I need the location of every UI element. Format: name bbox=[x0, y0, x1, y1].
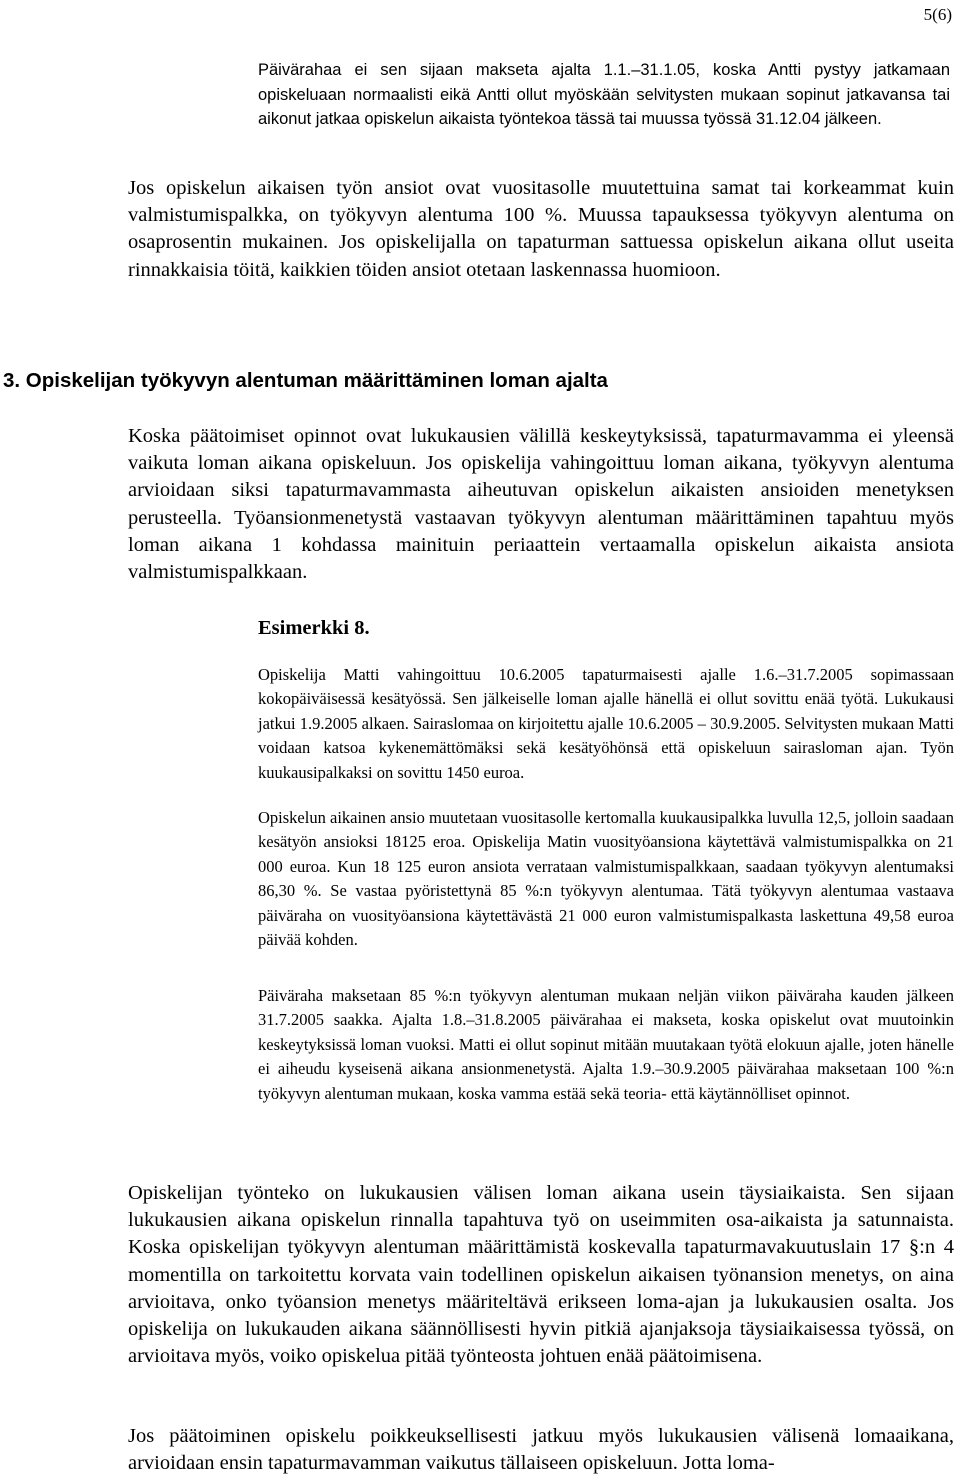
paragraph-holiday-assessment: Koska päätoimiset opinnot ovat lukukausien välillä keskeytyksissä, tapaturmavamma ei yleensä vaikuta loman aikana opiskeluun. Jos opiskelija vahingoittuu loman aikana, työkyvyn alentuma arvioidaan siksi tapaturmavammasta aiheutuvan opiskelun aikaisten ansioiden menetyksen perusteella. Työansionmenetystä vastaavan työkyvyn alentuman määrittäminen tapahtuu myös loman aikana 1 kohdassa mainituin periaattein vertaamalla opiskelun aikaista ansiota valmistumispalkkaan. bbox=[128, 425, 954, 584]
page-number: 5(6) bbox=[923, 5, 952, 24]
paragraph-payment-period: Päivärahaa ei sen sijaan makseta ajalta 1.1.–31.1.05, koska Antti pystyy jatkamaan opiskeluaan normaalisti eikä Antti ollut myöskään selvitysten mukaan sopinut jatkavansa tai aikonut jatkaa opiskelun aikaista työntekoa tässä tai muussa työssä 31.12.04 jälkeen. bbox=[258, 61, 950, 128]
paragraph-continuation-wrapper bbox=[128, 1423, 954, 1481]
paragraph-holiday-work: Opiskelijan työnteko on lukukausien välisen loman aikana usein täysiaikaista. Sen sijaan lukukausien aikana opiskelun rinnalla tapahtuva työ on useimmiten osa-aikaista ja satunnaista. Koska opiskelijan työkyvyn alentuman määrittämistä koskevalla tapaturmavakuutuslain 17 §:n 4 momentilla on tarkoitettu korvata vain todellinen opiskelun aikaisen työnansion menetys, on aina arvioitava, onko työansion menetys määriteltävä erikseen loma-ajan ja lukukausien osalta. Jos opiskelija on lukukauden aikana säännöllisesti hyvin pitkiä ajanjaksoja täysiaikaisessa työssä, on arvioitava myös, voiko opiskelua pitää työnteosta johtuen enää päätoimisena. bbox=[128, 1182, 954, 1368]
example-paragraph-3: Päiväraha maksetaan 85 %:n työkyvyn alentuman mukaan neljän viikon päiväraha kauden jälkeen 31.7.2005 saakka. Ajalta 1.8.–31.8.2005 päivärahaa ei makseta, koska opiskelut ovat muutoinkin keskeytyksissä loman vuoksi. Matti ei ollut sopinut mitään muutakaan työtä elokuun ajalle, joten hänelle ei aiheudu kyseisenä aikana ansionmenetystä. Ajalta 1.9.–30.9.2005 päivärahaa maksetaan 100 %:n työkyvyn alentuman mukaan, koska vamma estää sekä teoria- että käytännölliset opinnot. bbox=[258, 986, 954, 1103]
example-paragraph-2: Opiskelun aikainen ansio muutetaan vuositasolle kertomalla kuukausipalkka luvulla 12,5, jolloin saadaan kesätyön ansioksi 18125 eroa. Opiskelija Matin vuosityöansiona käytettävä valmistumispalkka on 21 000 euroa. Kun 18 125 euron ansiota verrataan valmistumispalkkaan, saadaan työkyvyn alentumaksi 86,30 %. Se vastaa pyöristettynä 85 %:n työkyvyn alentumaa. Tätä työkyvyn alentumaa vastaava päiväraha on vuosityöansiona käytettävästä 21 000 euron valmistumispalkasta laskettuna 49,58 euroa päivää kohden. bbox=[258, 808, 954, 950]
section-heading-3: 3. Opiskelijan työkyvyn alentuman määrittäminen loman ajalta bbox=[3, 369, 608, 392]
paragraph-full-time-study: Jos päätoiminen opiskelu poikkeuksellisesti jatkuu myös lukukausien välisenä lomaaikana, arvioidaan ensin tapaturmavamman vaikutus tällaiseen opiskeluun. Jotta loma- bbox=[128, 1425, 954, 1475]
example-title: Esimerkki 8. bbox=[258, 617, 370, 639]
paragraph-income-comparison: Jos opiskelun aikaisen työn ansiot ovat vuositasolle muutettuina samat tai korkeammat kuin valmistumispalkka, on työkyvyn alentuma 100 %. Muussa tapauksessa työkyvyn alentuma on osaprosentin mukainen. Jos opiskelijalla on tapaturman sattuessa opiskelun aikana ollut useita rinnakkaisia töitä, kaikkien töiden ansiot otetaan laskennassa huomioon. bbox=[128, 177, 954, 281]
example-paragraph-1: Opiskelija Matti vahingoittuu 10.6.2005 tapaturmaisesti ajalle 1.6.–31.7.2005 sopimassaan kokopäiväisessä kesätyössä. Sen jälkeiselle loman ajalle hänellä ei ollut sovittu enää työtä. Lukukausi jatkui 1.9.2005 alkaen. Sairaslomaa on kirjoitettu ajalle 10.6.2005 – 30.9.2005. Selvitysten mukaan Matti voidaan katsoa kykenemättömäksi sekä kesätyöhönsä että opiskeluun sairasloman ajan. Työn kuukausipalkaksi on sovittu 1450 euroa. bbox=[258, 665, 954, 782]
